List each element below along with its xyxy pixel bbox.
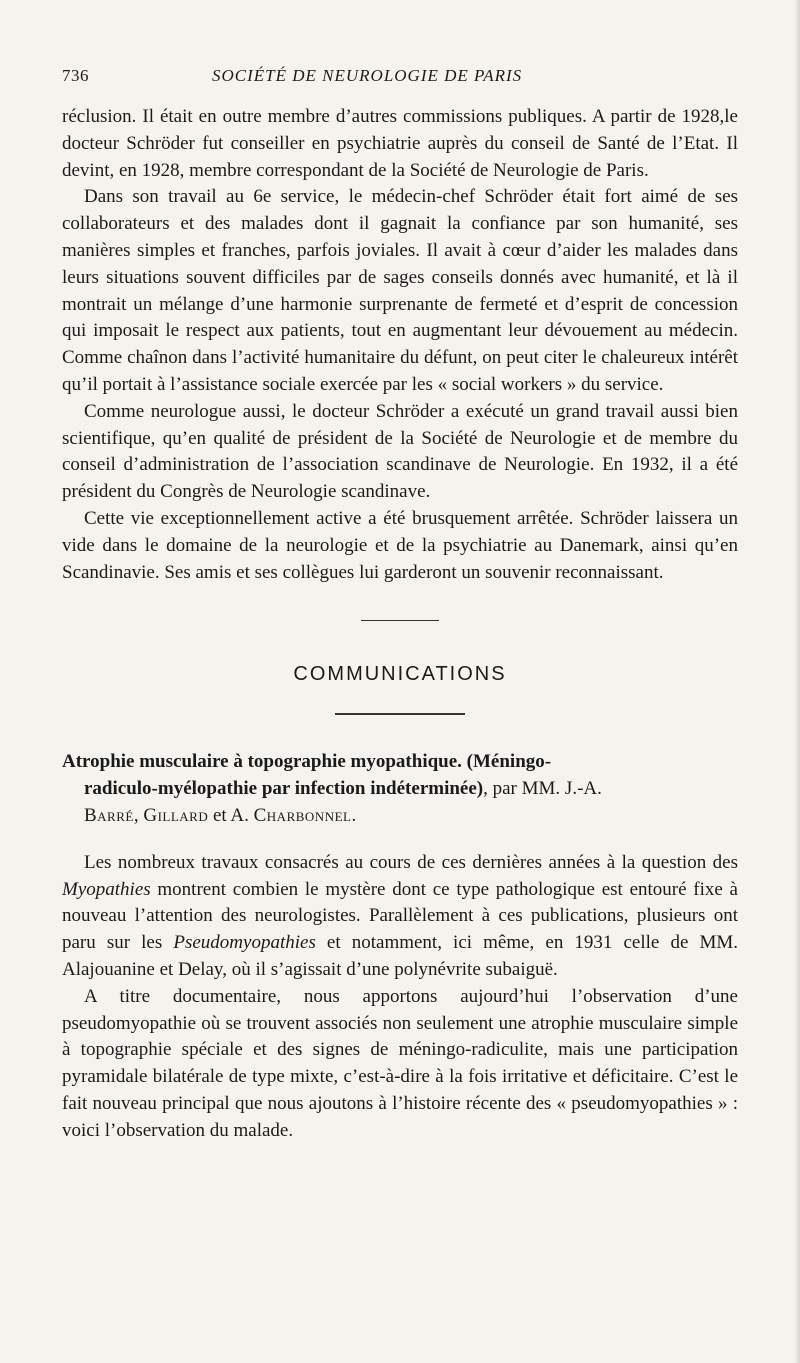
byline-end: .	[351, 804, 357, 826]
article-title-part-1: Atrophie musculaire à topographie myopathique. (Méningo-	[62, 751, 552, 773]
article-heading	[62, 749, 738, 829]
article-body	[62, 850, 738, 1145]
paragraph-1-text-a: Les nombreux travaux consacrés au cours de ces dernières années à la question des	[84, 851, 738, 873]
paragraph-1-text-b: montrent combien le mystère dont ce type pathologique est entouré fixe à nouveau l’attention des neurologistes. Parallèlement à ces publications, plusieurs ont paru sur les	[62, 878, 738, 954]
article-title-part-2: radiculo-myélopathie par infection indéterminée)	[84, 778, 484, 800]
obituary-paragraph-2: Dans son travail au 6e service, le médecin-chef Schröder était fort aimé de ses collaborateurs et des malades dont il gagnait la confiance par son humanité, ses manières simples et franches, parfois joviales. Il avait à cœur d’aider les malades dans leurs situations souvent difficiles par de sages conseils donnés avec humanité, et là il montrait un mélange d’une harmonie surprenante de fermeté et d’esprit de concession qui imposait le respect aux patients, tout en augmentant leur dévouement au médecin. Comme chaînon dans l’activité humanitaire du défunt, on peut citer le chaleureux intérêt qu’il portait à l’assistance sociale exercée par les « social workers » du service.	[62, 186, 738, 395]
obituary-text	[62, 104, 738, 586]
section-heading: COMMUNICATIONS	[293, 663, 507, 686]
page-number: 736	[62, 66, 89, 85]
running-head	[62, 66, 738, 90]
paragraph-1-text-c: et notamment, ici même, en 1931 celle de MM. Alajouanine et Delay, où il s’agissait d’une polynévrite subaiguë.	[62, 932, 738, 980]
page-edge-shadow	[794, 0, 800, 1363]
journal-title: SOCIÉTÉ DE NEUROLOGIE DE PARIS	[212, 66, 523, 85]
article-title-line-2	[62, 776, 738, 803]
article-authors	[62, 803, 738, 830]
article-paragraph-2: A titre documentaire, nous apportons aujourd’hui l’observation d’une pseudomyopathie où se trouvent associés non seulement une atrophie musculaire simple à topographie spéciale et des signes de méningo-radiculite, mais une participation pyramidale bilatérale de type mixte, c’est-à-dire à la fois irritative et déficitaire. C’est le fait nouveau principal que nous ajoutons à l’histoire récente des « pseudomyopathies » : voici l’observation du malade.	[62, 985, 738, 1141]
byline-intro: , par MM. J.-A.	[483, 778, 602, 800]
author-gillard: Gillard	[143, 804, 209, 826]
term-pseudomyopathies: Pseudomyopathies	[173, 932, 316, 954]
section-divider-short	[361, 620, 439, 621]
author-charbonnel: Charbonnel	[253, 804, 352, 826]
article-title-line-1	[62, 749, 738, 776]
obituary-paragraph-3: Comme neurologue aussi, le docteur Schröder a exécuté un grand travail aussi bien scientifique, qu’en qualité de président de la Société de Neurologie et de membre du conseil d’administration de l’association scandinave de Neurologie. En 1932, il a été président du Congrès de Neurologie scandinave.	[62, 400, 738, 503]
article-paragraph-1	[62, 850, 738, 984]
author-and: et A.	[208, 804, 254, 826]
author-barre: Barré	[84, 804, 134, 826]
section-divider-long	[335, 713, 465, 715]
obituary-paragraph-1: réclusion. Il était en outre membre d’autres commissions publiques. A partir de 1928,le docteur Schröder fut conseiller en psychiatrie auprès du conseil de Santé de l’Etat. Il devint, en 1928, membre correspondant de la Société de Neurologie de Paris.	[62, 106, 738, 181]
term-myopathies: Myopathies	[62, 878, 151, 900]
obituary-paragraph-4: Cette vie exceptionnellement active a été brusquement arrêtée. Schröder laissera un vide dans le domaine de la neurologie et de la psychiatrie au Danemark, ainsi qu’en Scandinavie. Ses amis et ses collègues lui garderont un souvenir reconnaissant.	[62, 507, 738, 583]
author-separator: ,	[133, 804, 144, 826]
